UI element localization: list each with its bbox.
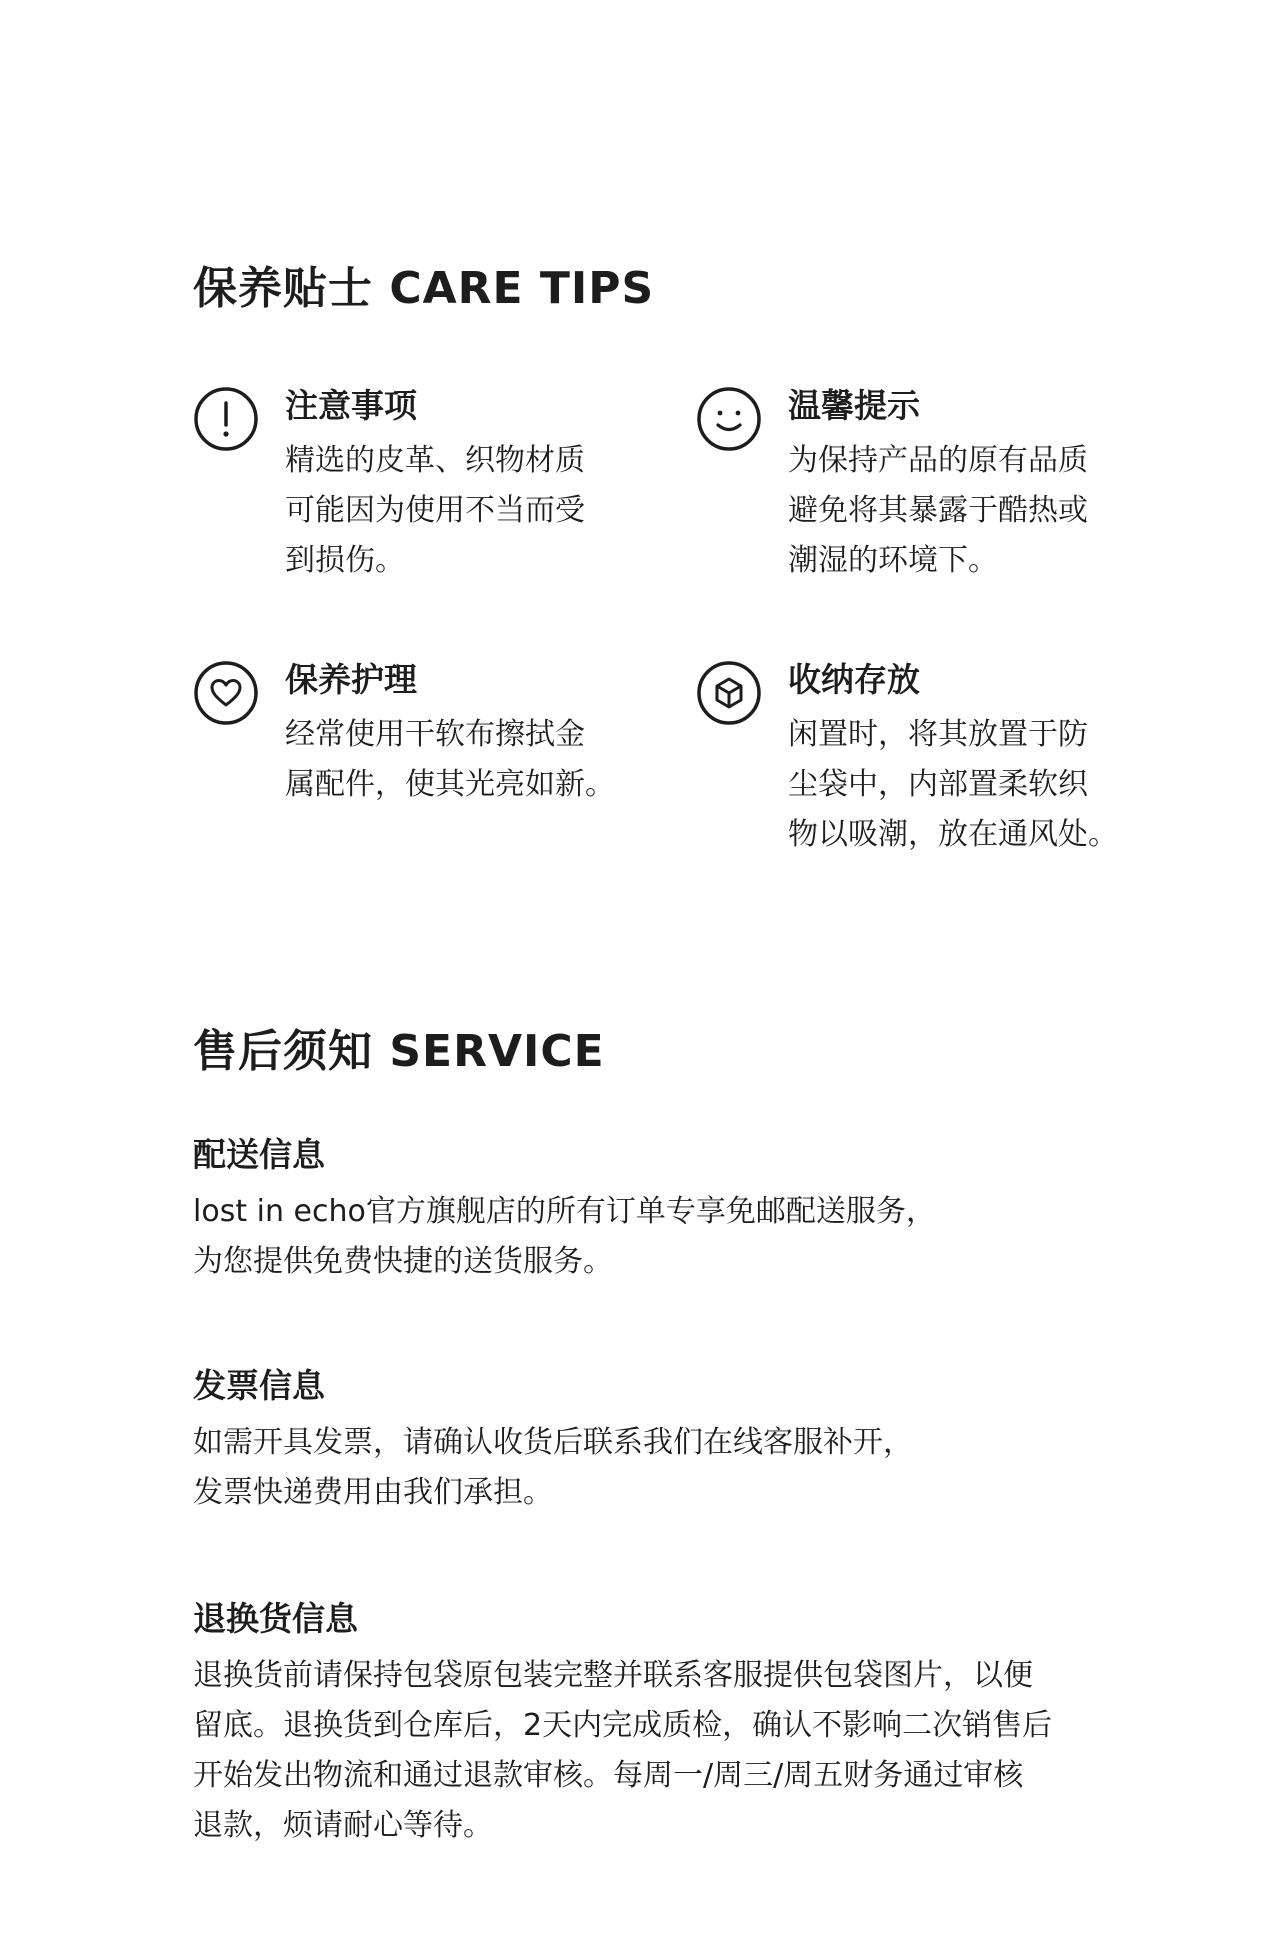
exclamation-icon [193,386,259,452]
service-heading: 发票信息 [193,1366,325,1405]
service-text: lost in echo官方旗舰店的所有订单专享免邮配送服务， 为您提供免费快捷的送货服务。 [193,1194,936,1279]
tip-heading: 收纳存放 [788,660,920,699]
tip-text: 闲置时，将其放置于防 尘袋中，内部置柔软织 物以吸潮，放在通风处。 [788,717,1118,852]
service-heading: 配送信息 [193,1135,325,1174]
service-invoice [193,1364,1133,1518]
service-text: 如需开具发票，请确认收货后联系我们在线客服补开， 发票快递费用由我们承担。 [193,1425,913,1510]
service-returns [193,1597,1133,1851]
box-icon [696,660,762,726]
service-delivery [193,1133,1133,1287]
tip-text: 精选的皮革、织物材质 可能因为使用不当而受 到损伤。 [285,443,585,578]
tip-text: 经常使用干软布擦拭金 属配件，使其光亮如新。 [285,717,615,802]
service-title: 售后须知 SERVICE [193,1026,605,1077]
smile-icon [696,386,762,452]
tip-heading: 温馨提示 [788,386,920,425]
tip-text: 为保持产品的原有品质 避免将其暴露于酷热或 潮湿的环境下。 [788,443,1088,578]
tip-heading: 保养护理 [285,660,417,699]
service-text: 退换货前请保持包袋原包装完整并联系客服提供包袋图片，以便 留底。退换货到仓库后，2天内完成质检，确认不影响二次销售后 开始发出物流和通过退款审核。每周一/周三/周五财务通过审核 退款，烦请耐心等待。 [193,1658,1053,1843]
tip-heading: 注意事项 [285,386,417,425]
heart-icon [193,660,259,726]
service-heading: 退换货信息 [193,1599,358,1638]
care-tips-title: 保养贴士 CARE TIPS [193,263,655,314]
